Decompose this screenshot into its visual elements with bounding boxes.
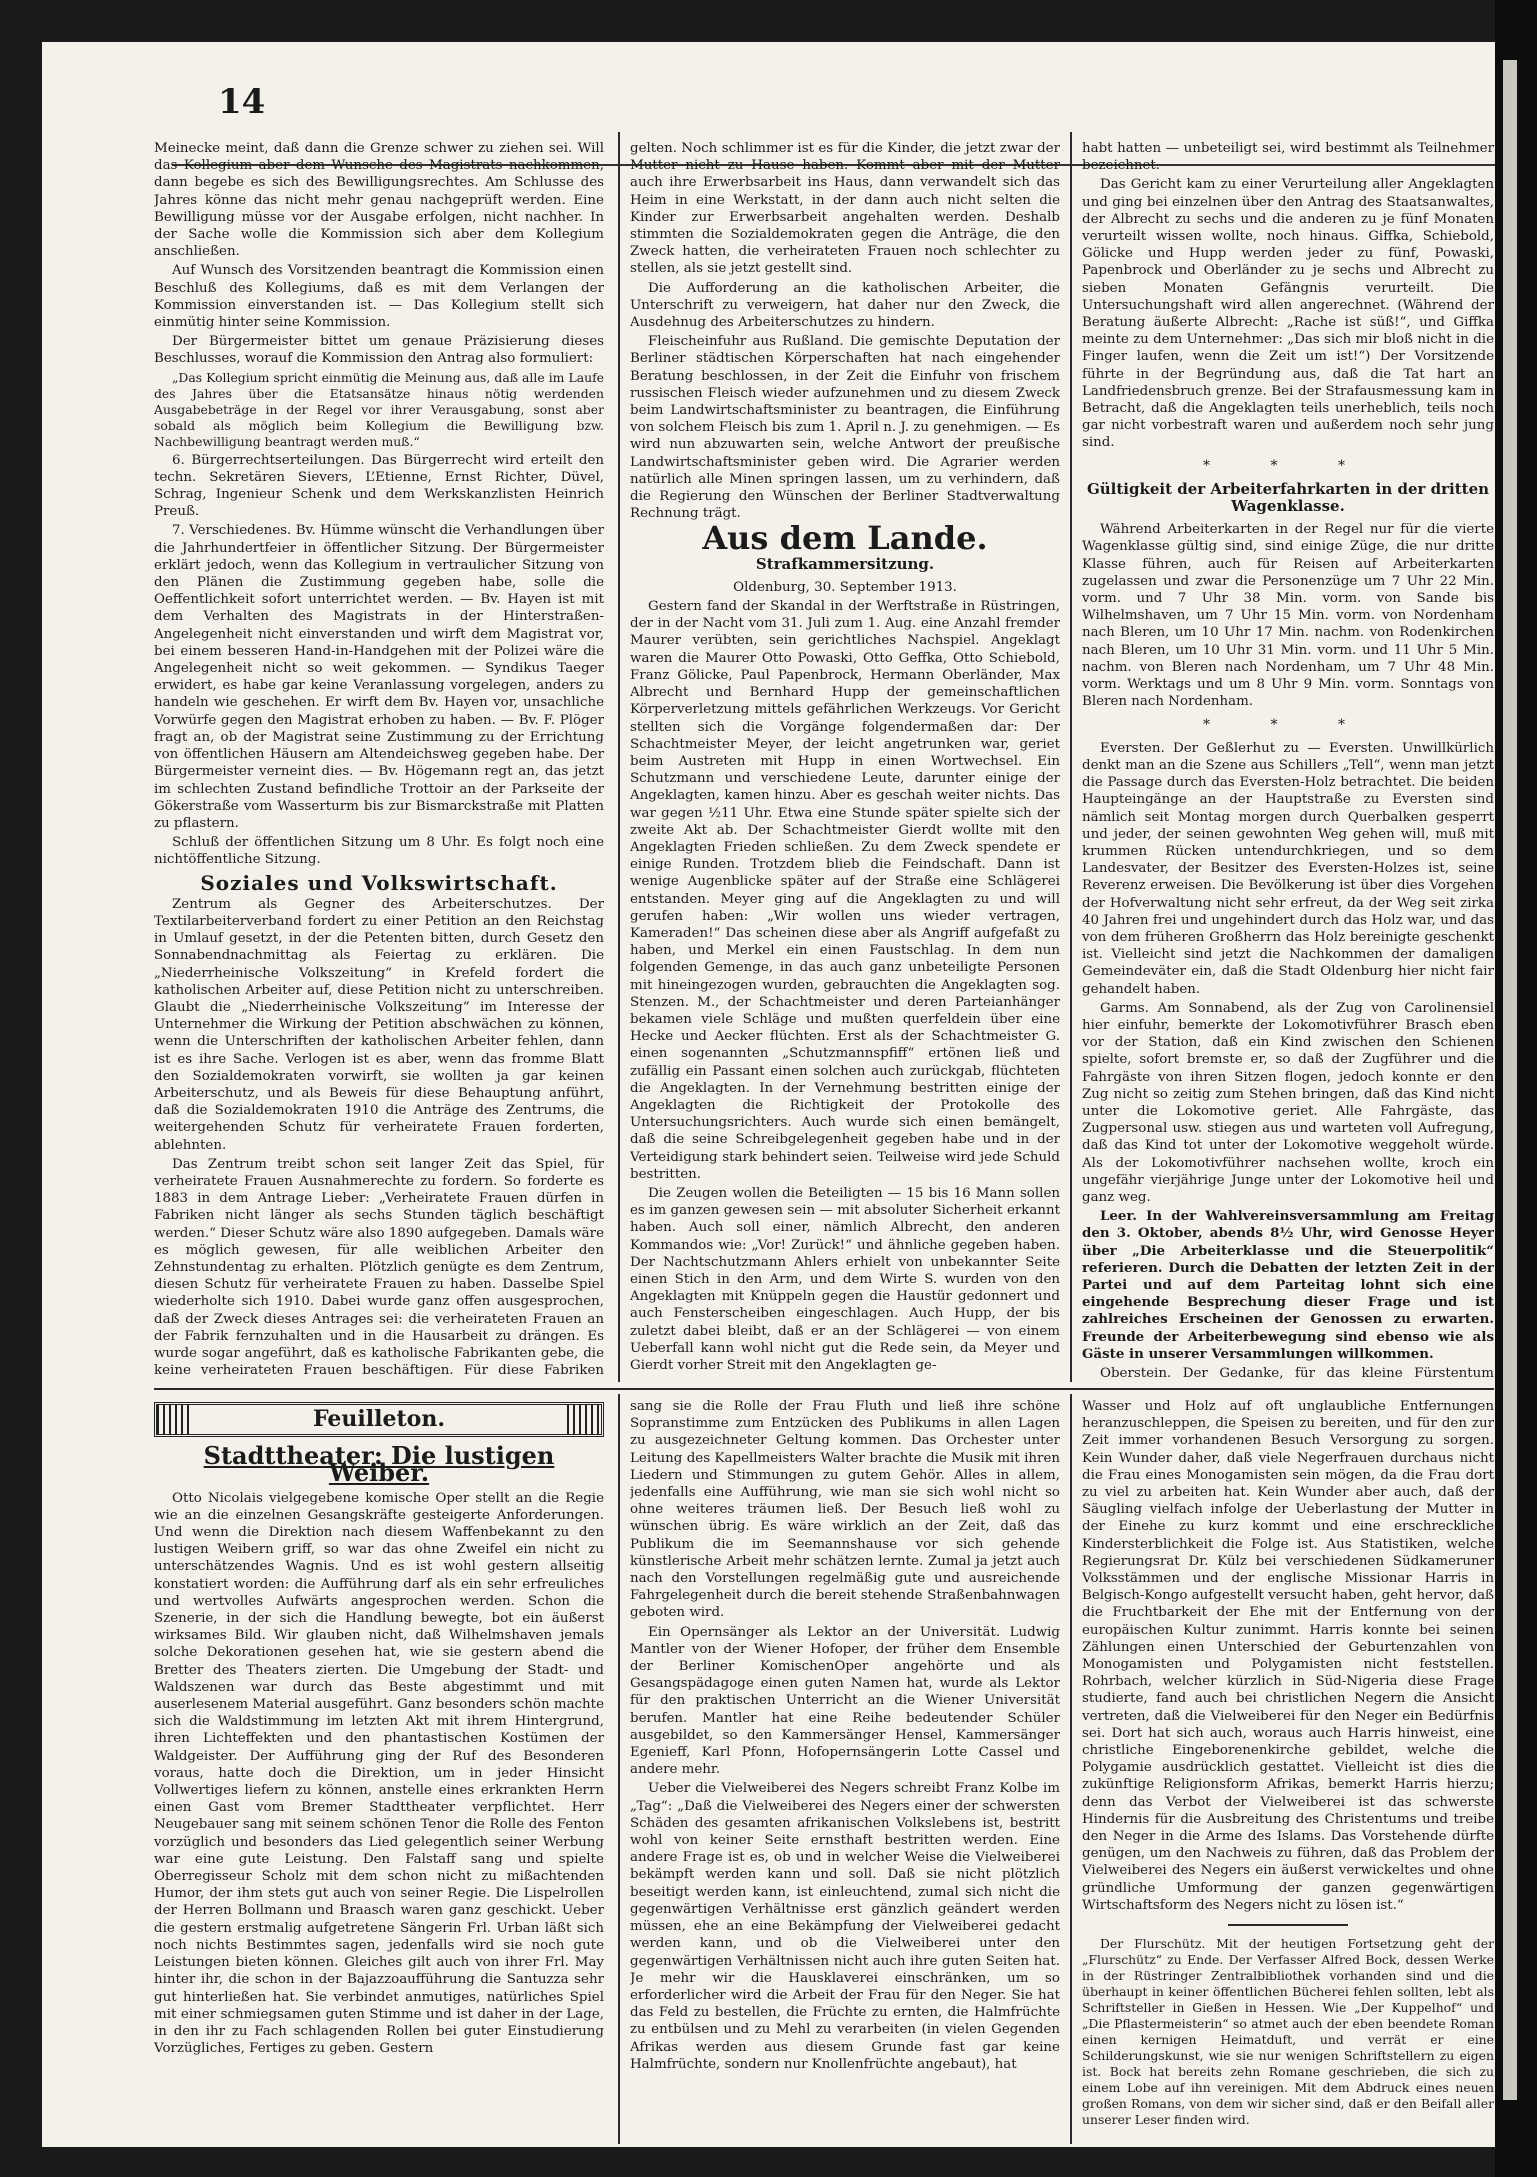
feuilleton-title: Feuilleton. bbox=[303, 1406, 455, 1432]
paragraph: Otto Nicolais vielgegebene komische Oper stellt an die Regie wie an die einzelnen Gesangskräfte gesteigerte Anforderungen. Und wenn die Direktion nach diesem Waffenbekannt zu den lustigen Weibern griff, so war das ohne Zweifel ein nicht zu unterschätzendes Wagnis. Und es ist wohl gestern allseitig konstatiert worden: die Aufführung darf als ein sehr erfreuliches und wertvolles Aufwärts angesprochen werden. Schon die Szenerie, in der sich die Handlung bewegte, bot ein äußerst wirksames Bild. Wir glauben nicht, daß Wilhelmshaven jemals solche Dekorationen gesehen hat, wie sie gestern abend die Bretter des Theaters zierten. Die Umgebung der Stadt- und Waldszenen war durch das Beste abgestimmt und mit auserlesenem Material ausgeführt. Ganz besonders schön machte sich die Waldstimmung im letzten Akt mit ihrem Hintergrund, ihren Lichteffekten und den phantastischen Kostümen der Waldgeister. Der Aufführung ging der Ruf des Besonderen voraus, hatte doch die Direktion, um in jeder Hinsicht Vollwertiges liefern zu können, anstelle eines erkrankten Herrn einen Gast vom Bremer Stadttheater verpflichtet. Herr Neugebauer sang mit seinem schönen Tenor die Rolle des Fenton vorzüglich und besonders das Lied gelegentlich seiner Werbung war eine gute Leistung. Den Falstaff sang und spielte Oberregisseur Scholz mit dem schon nicht zu mißachtenden Humor, der ihm stets gut auch von seiner Regie. Die Lispelrollen der Herren Bollmann und Braasch waren ganz geschickt. Ueber die gestern erstmalig aufgetretene Sängerin Frl. Urban läßt sich noch nichts Bestimmtes sagen, jedenfalls wird sie noch gute Leistungen bieten können. Gleiches gilt auch von ihrer Frl. May hinter ihr, die schon in der Bajazzoaufführung die Santuzza sehr gut hinterließen hat. Sie verbindet anmutiges, natürliches Spiel mit einer schmiegsamen guten Stimme und ist daher in der Lage, in den ihr zu Fach schlagenden Rollen bei guter Einstudierung Vorzügliches, Fertiges zu geben. Gestern bbox=[154, 1490, 604, 2057]
paragraph: Das Zentrum treibt schon seit langer Zeit das Spiel, für verheiratete Frauen Ausnahmerechte zu fordern. So forderte es 1883 in dem Antrage Lieber: „Verheiratete Frauen dürfen in Fabriken nicht länger als sechs Stunden täglich beschäftigt werden.“ Dieser Schutz wäre also 1890 aufgegeben. Damals wäre es möglich gewesen, für alle weiblichen Arbeiter den Zehnstundentag zu erhalten. Plötzlich genügte es dem Zentrum, diesen Schutz für verheiratete Frauen zu haben. Dasselbe Spiel wiederholte sich 1910. Dabei wurde ganz offen ausgesprochen, daß der Zweck dieses Antrages sei: die verheirateten Frauen an der Fabrik fernzuhalten und in die Hausarbeit zu drängen. Es wurde sogar angeführt, daß es katholische Fabrikanten gebe, die keine verheirateten Frauen beschäftigen. Für diese Fabriken bbox=[154, 1156, 604, 1379]
paragraph: Auf Wunsch des Vorsitzenden beantragt die Kommission einen Beschluß des Kollegiums, daß es mit dem Verlangen der Kommission einverstanden ist. — Das Kollegium stellt sich einmütig hinter seine Kommission. bbox=[154, 263, 604, 331]
paragraph: Meinecke meint, daß dann die Grenze schwer zu ziehen sei. Will das Kollegium aber dem Wunsche des Magistrats nachkommen, dann begebe es sich des Bewilligungsrechtes. Am Schlusse des Jahres könne das nicht mehr genau nachgeprüft werden. Eine Bewilligung müsse vor der Ausgabe erfolgen, nicht nachher. In der Sache wolle die Kommission sich aber dem Kollegium anschließen. bbox=[154, 141, 604, 260]
feuilleton-column-2 bbox=[630, 1398, 1060, 2142]
column-rule bbox=[1070, 132, 1072, 1382]
page-edge bbox=[1495, 0, 1537, 2177]
dateline: Oldenburg, 30. September 1913. bbox=[733, 579, 957, 595]
column-1 bbox=[154, 140, 604, 1380]
subsection-title: Strafkammersitzung. bbox=[755, 554, 935, 573]
paragraph: gelten. Noch schlimmer ist es für die Kinder, die jetzt zwar der Mutter nicht zu Hause haben. Kommt aber mit der Mutter auch ihre Erwerbsarbeit ins Haus, dann verwandelt sich das Heim in eine Werkstatt, in der dann auch nicht selten die Kinder zur Erwerbsarbeit angehalten werden. Deshalb stimmten die Sozialdemokraten gegen die Anträge, die den Zweck hatten, die verheirateten Frauen noch schlechter zu stellen, als sie jetzt gestellt sind. bbox=[630, 141, 1060, 277]
paragraph: Oberstein. Der Gedanke, für das kleine Fürstentum bbox=[1100, 1366, 1494, 1380]
note-rule bbox=[1228, 1924, 1348, 1926]
review-title: Stadttheater: Die lustigen Weiber. bbox=[203, 1441, 555, 1488]
feuilleton-column-3 bbox=[1082, 1398, 1494, 2142]
separator-stars: * * * bbox=[1203, 457, 1373, 474]
quoted-resolution: „Das Kollegium spricht einmütig die Meinung aus, daß alle im Laufe des Jahres über die Etatsansätze hinaus nötig werdenden Ausgabebeträge in der Regel vor ihrer Verausgabung, sonst aber sobald als möglich beim Kollegium die Bewilligung bzw. Nachbewilligung beantragt werden muß.“ bbox=[154, 369, 604, 449]
paragraph: Schluß der öffentlichen Sitzung um 8 Uhr. Es folgt noch eine nichtöffentliche Sitzung. bbox=[154, 835, 604, 868]
paragraph: Eversten. Der Geßlerhut zu — Eversten. Unwillkürlich denkt man an die Szene aus Schillers „Tell“, wenn man jetzt die Passage durch das Eversten-Holz betrachtet. Die beiden Haupteingänge an der Hauptstraße zu Eversten sind nämlich seit Montag morgen durch Querbalken gesperrt und jeder, der seinen gewohnten Weg gehen will, muß mit krummen Rücken untendurchkriegen, und so dem Landesvater, der Besitzer des Eversten-Holzes ist, seine Reverenz erweisen. Die Bevölkerung ist über dies Vorgehen der Hofverwaltung nicht sehr erfreut, da der Weg seit zirka 40 Jahren frei und ungehindert durch das Holz war, und das von dem früheren Großherrn das Holz bereinigte geschenkt ist. Vielleicht sind jetzt die Nachkommen der damaligen Gemeindeväter ein, daß die Stadt Oldenburg hier nicht fair gehandelt haben. bbox=[1082, 740, 1494, 997]
note-flurschuetz: Der Flurschütz. Mit der heutigen Fortsetzung geht der „Flurschütz“ zu Ende. Der Verfasser Alfred Bock, dessen Werke in der Rüstringer Zentralbibliothek vorhanden sind und die überhaupt in keiner öffentlichen Bücherei fehlen sollten, lebt als Schriftsteller in Gießen in Hessen. Wie „Der Kuppelhof“ und „Die Pflastermeisterin“ so atmet auch der eben beendete Roman einen kernigen Heimatduft, und verrät er eine Schilderungskunst, wie sie nur wenigen Schriftstellern zu eigen ist. Bock hat bereits zehn Romane geschrieben, die sich zu einem Lobe auf ihn vereinigen. Mit dem Abdruck eines neuen großen Romans, von dem wir sicher sind, daß er den Beifall aller unserer Leser finden wird. bbox=[1082, 1936, 1494, 2128]
column-2 bbox=[630, 140, 1060, 1380]
newspaper-page bbox=[42, 42, 1495, 2147]
feuilleton-header bbox=[154, 1402, 604, 1437]
column-rule bbox=[1070, 1394, 1072, 2144]
feuilleton-column-1 bbox=[154, 1402, 604, 2142]
paragraph: Die Aufforderung an die katholischen Arbeiter, die Unterschrift zu verweigern, hat daher nur den Zweck, die Ausdehnug des Arbeiterschutzes zu hindern. bbox=[630, 280, 1060, 331]
paragraph: Die Zeugen wollen die Beteiligten — 15 bis 16 Mann sollen es im ganzen gewesen sein — mit absoluter Sicherheit erkannt haben. Auch soll einer, nämlich Albrecht, den anderen Kommandos wie: „Vor! Zurück!“ und ähnliche gegeben haben. Der Nachtschutzmann Ahlers erhielt von unbekannter Seite einen Stich in den Arm, und dem Wirte S. wurden von den Angeklagten mit Knüppeln gegen die Haustür gedonnert und auch Fensterscheiben eingeschlagen. Auch Hupp, der bis zuletzt dabei bleibt, daß er an der Schlägerei — von einem Ueberfall kann wohl nicht gut die Rede sein, da Meyer und Gierdt vorher Streit mit den Angeklagten ge- bbox=[630, 1185, 1060, 1374]
paragraph: Während Arbeiterkarten in der Regel nur für die vierte Wagenklasse gültig sind, sind einige Züge, die nur dritte Klasse führen, auch für Reisen auf Arbeiterkarten zugelassen und zwar die Personenzüge um 7 Uhr 22 Min. vorm. und 7 Uhr 38 Min. vorm. von Sande bis Wilhelmshaven, um 7 Uhr 15 Min. vorm. von Nordenham nach Bleren, um 10 Uhr 17 Min. nachm. von Rodenkirchen nach Bleren, um 10 Uhr 31 Min. vorm. und 11 Uhr 5 Min. nachm. von Bleren nach Nordenham, um 7 Uhr 48 Min. vorm. Werktags und um 8 Uhr 9 Min. vorm. Sonntags von Bleren nach Nordenham. bbox=[1082, 522, 1494, 710]
paragraph: Ein Opernsänger als Lektor an der Universität. Ludwig Mantler von der Wiener Hofoper, der früher dem Ensemble der Berliner KomischenOper angehörte und als Gesangspädagoge einen guten Namen hat, wurde als Lektor für den praktischen Unterricht an die Wiener Universität berufen. Mantler hat eine Reihe bedeutender Schüler ausgebildet, so den Kammersänger Hensel, Kammersänger Egenieff, Karl Pfonn, Hofopernsängerin Lotte Cassel und andere mehr. bbox=[630, 1624, 1060, 1778]
paragraph: sang sie die Rolle der Frau Fluth und ließ ihre schöne Sopranstimme zum Entzücken des Publikums in allen Lagen zu ausgezeichneter Geltung kommen. Das Orchester unter Leitung des Kapellmeisters Walter brachte die Musik mit ihren Liedern und Stimmungen zu gutem Gehör. Alles in allem, jedenfalls eine Aufführung, wie man sie sich wohl nicht so ohne weiteres träumen ließ. Der Besuch ließ wohl zu wünschen übrig. Es wäre wirklich an der Zeit, daß das Publikum die im Seemannshause vor sich gehende künstlerische Arbeit mehr schätzen lernte. Zumal ja jetzt auch nach den Vorstellungen regelmäßig gute und ausreichende Fahrgelegenheit durch die bereit stehende Straßenbahnwagen geboten wird. bbox=[630, 1399, 1060, 1621]
paragraph: Leer. In der Wahlvereinsversammlung am Freitag den 3. Oktober, abends 8½ Uhr, wird Genosse Heyer über „Die Arbeiterklasse und die Steuerpolitik“ referieren. Durch die Debatten der letzten Zeit in der Partei und auf dem Parteitag lohnt sich eine eingehende Besprechung dieser Frage und ist zahlreiches Erscheinen der Genossen zu erwarten. Freunde der Arbeiterbewegung sind ebenso wie als Gäste in unserer Versammlungen willkommen. bbox=[1082, 1208, 1494, 1362]
paragraph: Das Gericht kam zu einer Verurteilung aller Angeklagten und ging bei einzelnen über den Antrag des Staatsanwaltes, der Albrecht zu sechs und die anderen zu je fünf Monaten verurteilt wissen wollte, noch hinaus. Giffka, Schiebold, Gölicke und Hupp werden jeder zu fünf, Powaski, Papenbrock und Oberländer zu je sechs und Albrecht zu sieben Monaten Gefängnis verurteilt. Die Untersuchungshaft wird allen angerechnet. (Während der Beratung äußerte Albrecht: „Rache ist süß!“, und Giffka meinte zu dem Unternehmer: „Das sich mir bloß nicht in die Finger laufen, wenn die Zeit um ist!“) Der Vorsitzende führte in der Begründung aus, daß die Tat hart an Landfriedensbruch grenze. Bei der Strafausmessung kam in Betracht, daß die Angeklagten teils unerheblich, teils noch gar nicht vorbestraft waren und außerdem noch sehr jung sind. bbox=[1082, 177, 1494, 451]
paragraph: Gestern fand der Skandal in der Werftstraße in Rüstringen, der in der Nacht vom 31. Juli zum 1. Aug. eine Anzahl fremder Maurer verübten, sein gerichtliches Nachspiel. Angeklagt waren die Maurer Otto Powaski, Otto Geffka, Otto Schiebold, Franz Gölicke, Paul Papenbrock, Hermann Oberländer, Max Albrecht und Bernhard Hupp der gemeinschaftlichen Körperverletzung mittels gefährlichen Werkzeugs. Vor Gericht stellten sich die Vorgänge folgendermaßen dar: Der Schachtmeister Meyer, der leicht angetrunken war, geriet beim Austreten mit Hupp in einen Wortwechsel. Ein Schutzmann und verschiedene Leute, darunter einige der Angeklagten, kamen hinzu. Aber es geschah weiter nichts. Das war gegen ½11 Uhr. Etwa eine Stunde später spielte sich der zweite Akt ab. Der Schachtmeister Gierdt wollte mit den Angeklagten Frieden schließen. Zu dem Zweck spendete er einige Runden. Trotzdem blieb die Feindschaft. Dann ist wenige Augenblicke später auf der Straße eine Schlägerei entstanden. Meyer ging auf die Angeklagten zu und will gerufen haben: „Wir wollen uns wieder vertragen, Kameraden!“ Das scheinen diese aber als Angriff aufgefaßt zu haben, und Merkel ein einen Faustschlag. In dem nun folgenden Gemenge, in das auch ganz unbeteiligte Personen mit hineingezogen wurden, gebrauchten die Angeklagten sog. Stenzen. M., der Schachtmeister und deren Parteianhänger bekamen viele Schläge und mußten querfeldein über eine Hecke und Aecker flüchten. Erst als der Schachtmeister G. einen sogenannten „Schutzmannspfiff“ ertönen ließ und zufällig ein Passant einen solchen auch zurückgab, flüchteten die Angeklagten. In der Vernehmung bestritten einige der Angeklagten die Richtigkeit der Protokolle des Untersuchungsrichters. Auch wurde sich einen bemängelt, daß die seine Schreibgelegenheit gegeben habe und in der Verteidigung stark behindert seien. Teilweise wird jede Schuld bestritten. bbox=[630, 599, 1060, 1182]
separator-stars: * * * bbox=[1203, 716, 1373, 733]
page-number: 14 bbox=[218, 82, 266, 122]
paragraph: Fleischeinfuhr aus Rußland. Die gemischte Deputation der Berliner städtischen Körperschaften hat nach eingehender Beratung beschlossen, in der Zeit die Einfuhr von frischem russischen Fleisch wieder aufzunehmen und zu diesem Zweck beim Landwirtschaftsminister zu beantragen, die Einführung von solchem Fleisch bis zum 1. April n. J. zu genehmigen. — Es wird nun abzuwarten sein, welche Antwort der preußische Landwirtschaftsminister geben wird. Die Agrarier werden natürlich alle Minen springen lassen, um zu verhindern, daß die Regierung den Wünschen der Berliner Stadtverwaltung Rechnung trägt. bbox=[630, 334, 1060, 522]
paragraph: 7. Verschiedenes. Bv. Hümme wünscht die Verhandlungen über die Jahrhundertfeier in öffentlicher Sitzung. Der Bürgermeister erklärt jedoch, wenn das Kollegium in vertraulicher Sitzung von den Plänen die Zustimmung gegeben habe, solle die Oeffentlichkeit sofort unterrichtet werden. — Bv. Hayen ist mit dem Verhalten des Magistrats in der Hinterstraßen-Angelegenheit nicht einverstanden und wirft dem Magistrat vor, bei einem besseren Hand-in-Handgehen mit der Polizei wäre die Angelegenheit nicht so weit gekommen. — Syndikus Taeger erwidert, es habe gar keine Veranlassung vorgelegen, anders zu handeln wie geschehen. Er wirft dem Bv. Hayen vor, unsachliche Vorwürfe gegen den Magistrat erhoben zu haben. — Bv. F. Plöger fragt an, ob der Magistrat seine Zustimmung zu der Errichtung von öffentlichen Häusern am Altendeichsweg gegeben habe. Der Bürgermeister verneint dies. — Bv. Högemann regt an, das jetzt im schlechten Zustand befindliche Trottoir an der Parkseite der Gökerstraße vom Wasserturm bis zur Bismarckstraße mit Platten zu pflastern. bbox=[154, 523, 604, 831]
column-rule bbox=[618, 1394, 620, 2144]
column-3 bbox=[1082, 140, 1494, 1380]
section-title-social: Soziales und Volkswirtschaft. bbox=[200, 870, 558, 895]
paragraph: Wasser und Holz auf oft unglaubliche Entfernungen heranzuschleppen, die Speisen zu bereiten, und für den zur Zeit immer vorhandenen Besuch Versorgung zu sorgen. Kein Wunder daher, daß viele Negerfrauen durchaus nicht die Frau eines Monogamisten sein mögen, da die Frau dort zu viel zu arbeiten hat. Kein Wunder aber auch, daß der Säugling vielfach infolge der Ueberlastung der Mutter in der Einehe zu kurz kommt und eine erschreckliche Kindersterblichkeit die Folge ist. Aus Statistiken, welche Regierungsrat Dr. Külz bei verschiedenen Südkameruner Volksstämmen und der englische Missionar Harris in Belgisch-Kongo aufgestellt versucht haben, geht hervor, daß die Fruchtbarkeit der Ehe mit der Entfernung von der europäischen Kultur zunimmt. Harris konnte bei seinen Zählungen einen Unterschied der Geburtenzahlen von Monogamisten und Polygamisten nicht feststellen. Rohrbach, welcher kürzlich in Süd-Nigeria diese Frage studierte, fand auch bei christlichen Negern die Ansicht vertreten, daß die Vielweiberei für den Neger ein Bedürfnis sei. Dort hat sich auch, woraus auch Harris hinweist, eine christliche Eingeborenenkirche gebildet, welche die Polygamie ausdrücklich gestattet. Vielleicht ist dies die zukünftige Religionsform Afrikas, bemerkt Harris hierzu; denn das Verbot der Vielweiberei ist das schwerste Hindernis für die Ausbreitung des Christentums und treibe den Neger in die Arme des Islams. Das Vorstehende dürfte genügen, um den Nachweis zu führen, daß das Problem der Vielweiberei des Negers ein äußerst verwickeltes und ohne gründliche Umformung der ganzen gegenwärtigen Wirtschaftsform des Negers nicht zu lösen ist.“ bbox=[1082, 1399, 1494, 1913]
section-title-fahrkarten: Gültigkeit der Arbeiterfahrkarten in der dritten Wagenklasse. bbox=[1086, 479, 1490, 516]
paragraph: 6. Bürgerrechtserteilungen. Das Bürgerrecht wird erteilt den techn. Sekretären Sievers, L’Etienne, Ernst Richter, Düvel, Schrag, Ingenieur Schenk und dem Werkskanzlisten Heinrich Preuß. bbox=[154, 452, 604, 520]
paragraph: Der Bürgermeister bittet um genaue Präzisierung dieses Beschlusses, worauf die Kommission den Antrag also formuliert: bbox=[154, 334, 604, 367]
paragraph: Ueber die Vielweiberei des Negers schreibt Franz Kolbe im „Tag“: „Daß die Vielweiberei des Negers einer der schwersten Schäden des gesamten afrikanischen Volkslebens ist, bestritt wohl von keiner Seite ernsthaft bestritten werden. Eine andere Frage ist es, ob und in welcher Weise die Vielweiberei bekämpft werden kann und soll. Daß sie nicht plötzlich beseitigt werden kann, ist einleuchtend, zumal sich nicht die gegenwärtigen Verhältnisse erst gänzlich geändert werden müssen, ehe an eine Bekämpfung der Vielweiberei gedacht werden kann, und ob die Vielweiberei unter den gegenwärtigen Verhältnissen nicht auch ihre guten Seiten hat. Je mehr wir die Hausklaverei einschränken, um so erforderlicher wird die Arbeit der Frau für den Neger. Sie hat das Feld zu bestellen, die Früchte zu ernten, die Halmfrüchte zu entbülsen und zu Mehl zu verarbeiten (in vielen Gegenden Afrikas werden aus diesem Grunde fast gar keine Halmfrüchte, sondern nur Knollenfrüchte angebaut), hat bbox=[630, 1781, 1060, 2072]
binding-strip bbox=[1503, 60, 1517, 2100]
section-title-lande: Aus dem Lande. bbox=[702, 519, 988, 558]
column-rule bbox=[618, 132, 620, 1382]
paragraph: Zentrum als Gegner des Arbeiterschutzes. Der Textilarbeiterverband fordert zu einer Petition an den Reichstag in Umlauf gesetzt, in der die Petenten bitten, durch Gesetz den Sonnabendnachmittag als Feiertag zu erklären. Die „Niederrheinische Volkszeitung“ in Krefeld fordert die katholischen Arbeiter auf, diese Petition nicht zu unterschreiben. Glaubt die „Niederrheinische Volkszeitung“ im Interesse der Unternehmer die Wirkung der Petition abschwächen zu können, wenn die Unterschriften der katholischen Arbeiter fehlen, dann ist es ihre Sache. Verlogen ist es aber, wenn das fromme Blatt den Sozialdemokraten vorwirft, sie wollten ja gar keinen Arbeiterschutz, und als Beweis für diese Behauptung anführt, daß die Sozialdemokraten 1910 die Anträge des Zentrums, die weitergehenden Schutz für verheiratete Frauen forderten, ablehnten. bbox=[154, 896, 604, 1153]
paragraph: habt hatten — unbeteiligt sei, wird bestimmt als Teilnehmer bezeichnet. bbox=[1082, 141, 1494, 174]
paragraph: Garms. Am Sonnabend, als der Zug von Carolinensiel hier einfuhr, bemerkte der Lokomotivführer Brasch eben vor der Station, daß ein Kind zwischen den Schienen spielte, sofort bremste er, so daß der Zugführer und die Fahrgäste von ihren Sitzen flogen, jedoch konnte er den Zug nicht so zeitig zum Stehen bringen, daß das Kind nicht unter die Lokomotive geriet. Alle Fahrgäste, das Zugpersonal usw. stiegen aus und warteten voll Aufregung, daß das Kind tot unter der Lokomotive weggeholt würde. Als der Lokomotivführer nachsehen wollte, kroch ein ungefähr vierjährige Junge unter der Lokomotive heil und ganz weg. bbox=[1082, 1000, 1494, 1205]
feuilleton-rule bbox=[154, 1388, 1494, 1390]
